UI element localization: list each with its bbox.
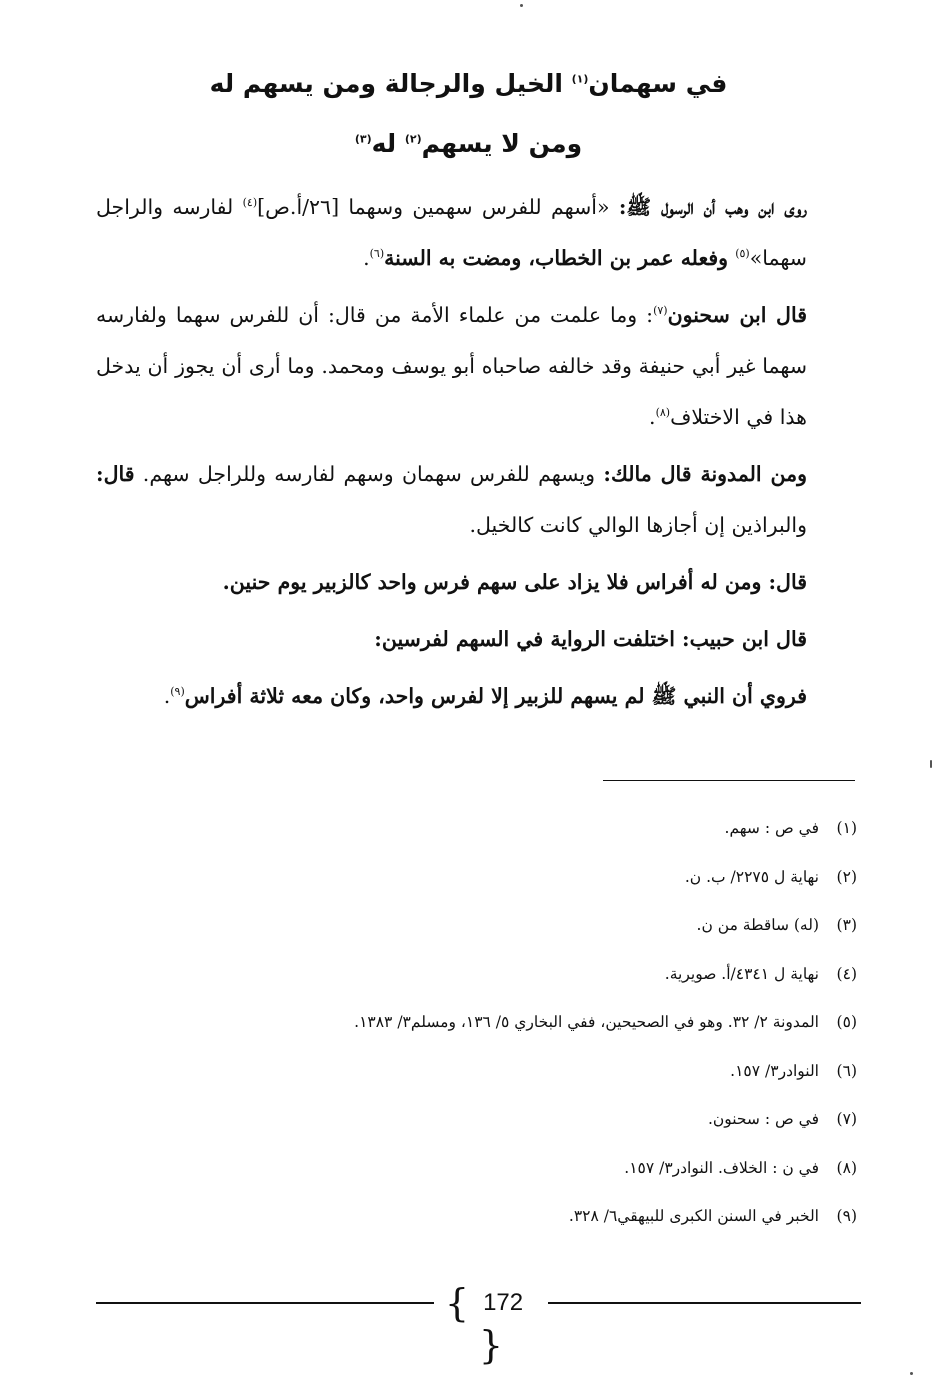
footnote-item [217, 1196, 857, 1245]
footnote-text: نهاية ل ٤٣٤١/أ. صويرية. [664, 964, 819, 983]
footnote-item [217, 954, 857, 1003]
footnote-number: (٢) [836, 867, 857, 886]
heading-text: الخيل والرجالة ومن يسهم له [209, 69, 572, 98]
footnote-text: نهاية ل ٢٢٧٥/ ب. ن. [684, 867, 819, 886]
body-text [96, 182, 851, 728]
chapter-heading-line-2 [60, 124, 877, 164]
paragraph-text: . [163, 684, 171, 708]
footnote-item [217, 905, 857, 954]
footnote-text: في ص : سهم. [724, 819, 819, 837]
footnote-number: (١) [836, 819, 857, 837]
paragraph-text: وفعله عمر بن الخطاب، ومضت به السنة [384, 246, 736, 270]
paragraph-3 [96, 449, 851, 551]
footnote-number: (٨) [836, 1158, 857, 1177]
paragraph-5 [96, 614, 851, 665]
footnote-text: في ن : الخلاف. النوادر٣/ ١٥٧. [624, 1158, 819, 1177]
footnote-ref-1[interactable]: (١) [571, 72, 589, 86]
paragraph-text: ومن له أفراس فلا يزاد على سهم فرس واحد كالزبير يوم حنين. [222, 570, 769, 594]
footnote-item [217, 1148, 857, 1197]
scan-speck [520, 4, 523, 7]
footnotes-list [217, 808, 857, 1245]
heading-text: ومن لا يسهم [421, 129, 583, 158]
paragraph-text: لفارسه والراجل سهما» [96, 195, 807, 270]
footnote-ref-9[interactable]: (٩) [170, 685, 185, 699]
paragraph-text: . [649, 405, 656, 429]
paragraph-4 [96, 557, 851, 608]
footnote-number: (٦) [836, 1061, 857, 1080]
footnote-ref-5[interactable]: (٥) [735, 247, 750, 261]
paragraph-lead: قال: [768, 570, 807, 594]
footnote-ref-7[interactable]: (٧) [653, 304, 668, 318]
paragraph-text: والبراذين إن أجازها الوالي كانت كالخيل. [469, 513, 807, 537]
paragraph-lead: قال ابن سحنون [667, 303, 807, 327]
footnote-item [217, 808, 857, 857]
scan-speck [930, 760, 932, 768]
footnote-ref-6[interactable]: (٦) [369, 247, 385, 261]
footnote-ref-3[interactable]: (٣) [354, 132, 372, 146]
paragraph-2 [96, 290, 851, 443]
paragraph-6 [96, 671, 851, 722]
paragraph-lead: روى ابن وهب أن الرسول ﷺ: [618, 195, 807, 219]
paragraph-text: : وما علمت من علماء الأمة من قال: أن للفرس سهما ولفارسه سهما غير أبي حنيفة وقد خالفه صاحباه أبو يوسف ومحمد. وما أرى أن يجوز أن يدخل هذا في الاختلاف [96, 303, 807, 429]
footnote-ref-2[interactable]: (٢) [404, 132, 422, 146]
paragraph-lead: فروي أن النبي ﷺ لم يسهم للزبير إلا لفرس واحد، وكان معه ثلاثة أفراس [184, 684, 807, 708]
footnote-item [217, 857, 857, 906]
footnote-ref-4[interactable]: (٤) [242, 196, 258, 210]
paragraph-lead: قال: [96, 462, 135, 486]
paragraph-lead: قال ابن حبيب: [682, 627, 807, 651]
footnote-text: (له) ساقطة من ن. [696, 916, 819, 934]
footer-rule-right [548, 1302, 861, 1304]
paragraph-text: «أسهم للفرس سهمين وسهما [٢٦/أ.ص] [257, 195, 619, 219]
page-footer [96, 1281, 861, 1367]
scan-speck [910, 1372, 913, 1375]
footnote-text: الخبر في السنن الكبرى للبيهقي٦/ ٣٢٨. [568, 1207, 819, 1225]
paragraph-text: اختلفت الرواية في السهم لفرسين: [374, 627, 683, 651]
footnote-number: (٥) [836, 1013, 857, 1031]
page-number: 172 [483, 1289, 524, 1316]
footnote-text: في ص : سحنون. [707, 1110, 819, 1128]
footnote-item [217, 1051, 857, 1100]
heading-text: في سهمان [588, 69, 728, 98]
footnote-ref-8[interactable]: (٨) [655, 406, 671, 420]
paragraph-1 [96, 182, 851, 284]
footnote-number: (٤) [836, 964, 857, 983]
heading-text: له [371, 129, 405, 158]
bracket-close-icon: } [478, 1323, 504, 1367]
footnote-item [217, 1002, 857, 1051]
footnote-number: (٣) [836, 916, 857, 934]
paragraph-lead: ومن المدونة قال مالك: [603, 462, 808, 486]
paragraph-text: . [363, 246, 370, 270]
footnote-number: (٧) [836, 1110, 857, 1128]
footnote-text: المدونة ٢/ ٣٢. وهو في الصحيحين، ففي البخاري ٥/ ١٣٦، ومسلم٣/ ١٣٨٣. [354, 1013, 819, 1031]
footnote-divider [603, 780, 855, 781]
footer-rule-left [96, 1302, 434, 1304]
paragraph-text: ويسهم للفرس سهمان وسهم لفارسه وللراجل سهم. [134, 462, 604, 486]
bracket-open-icon: { [444, 1281, 470, 1325]
footnote-item [217, 1099, 857, 1148]
chapter-heading-line-1 [60, 64, 877, 104]
page-number-box [436, 1281, 546, 1367]
footnote-number: (٩) [836, 1207, 857, 1225]
footnote-text: النوادر٣/ ١٥٧. [730, 1061, 819, 1080]
